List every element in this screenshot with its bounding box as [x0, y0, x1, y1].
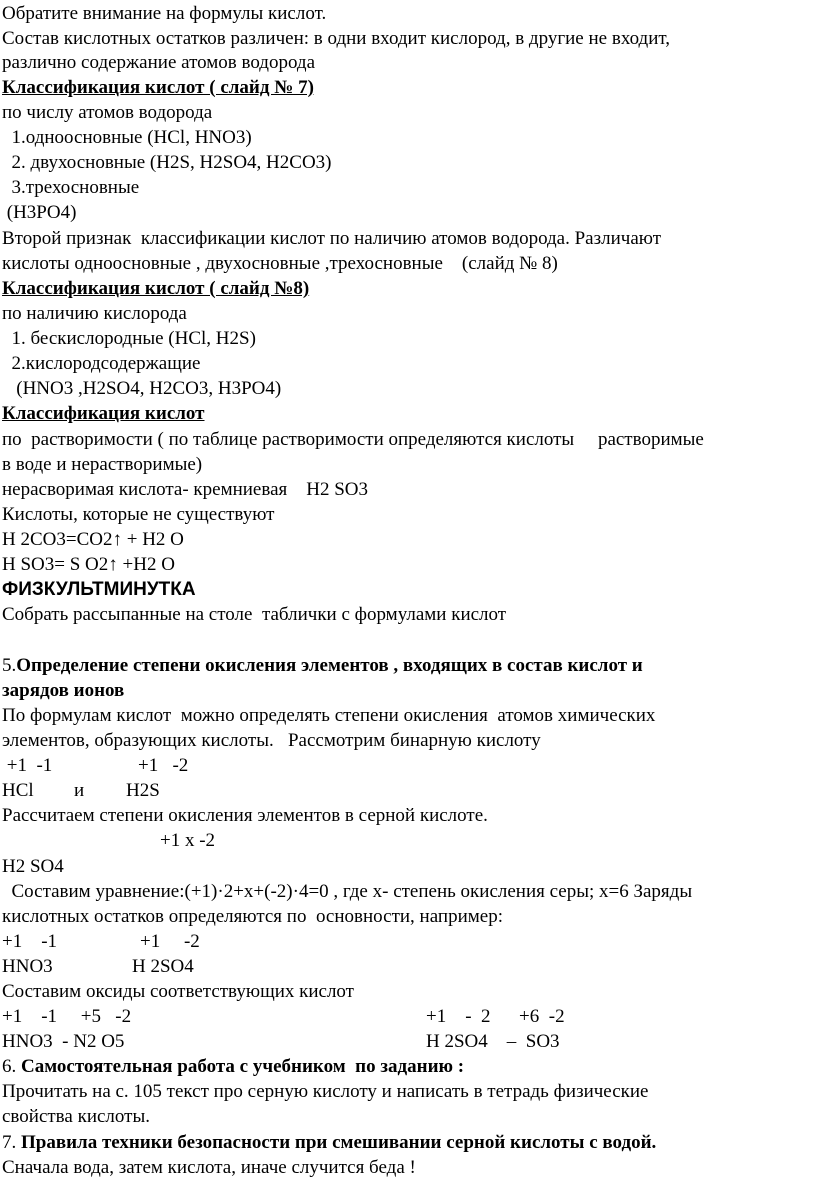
- list-item: 1.одноосновные (HCl, HNO3): [2, 127, 252, 148]
- formula-row: [2, 779, 802, 803]
- text-line: нерасворимая кислота- кремниевая H2 SO3: [2, 479, 369, 500]
- text-line: Собрать рассыпанные на столе таблички с формулами кислот: [2, 604, 507, 625]
- text-line: различно содержание атомов водорода: [2, 52, 316, 73]
- formula: HNO3: [2, 956, 53, 977]
- text-line: Составим уравнение:(+1)·2+x+(-2)·4=0 , где x- степень окисления серы; x=6 Заряды: [2, 881, 693, 902]
- text-line: кислоты одноосновные , двухосновные ,трехосновные (слайд № 8): [2, 253, 558, 274]
- section-6-title: [2, 1055, 464, 1079]
- equation-line: H 2CO3=CO2↑ + H2 O: [2, 529, 184, 550]
- section-heading: Классификация кислот ( слайд № 7): [2, 77, 314, 98]
- section-heading: ФИЗКУЛЬТМИНУТКА: [2, 579, 196, 600]
- section-heading: Классификация кислот ( слайд №8): [2, 278, 310, 299]
- oxidation-states-row: [2, 1005, 802, 1029]
- text-line: Прочитать на с. 105 текст про серную кислоту и написать в тетрадь физические: [2, 1081, 649, 1102]
- section-title: Самостоятельная работа с учебником по заданию :: [21, 1056, 465, 1077]
- list-item: 2. двухосновные (H2S, H2SO4, H2CO3): [2, 152, 332, 173]
- section-number: 5.: [2, 655, 17, 676]
- text-line: в воде и нерастворимые): [2, 454, 203, 475]
- conjunction: и: [74, 780, 85, 801]
- text-line: по числу атомов водорода: [2, 102, 213, 123]
- section-title-continuation: зарядов ионов: [2, 680, 125, 701]
- oxidation-states: +1 -2: [138, 755, 189, 776]
- equation-line: H SO3= S O2↑ +H2 O: [2, 554, 175, 575]
- list-item: 1. бескислородные (HCl, H2S): [2, 328, 256, 349]
- section-7-title: [2, 1131, 656, 1155]
- oxidation-states: +1 -1: [2, 931, 58, 952]
- text-line: Кислоты, которые не существуют: [2, 504, 275, 525]
- section-heading: Классификация кислот: [2, 403, 205, 424]
- oxidation-states: +1 -2: [140, 931, 200, 952]
- formula: HNO3 - N2 O5: [2, 1031, 125, 1052]
- oxidation-states-row: [2, 754, 802, 778]
- section-5-title: [2, 654, 643, 678]
- formula: H 2SO4: [132, 956, 194, 977]
- list-item: 3.трехосновные: [2, 177, 140, 198]
- oxidation-states: +1 - 2 +6 -2: [426, 1006, 565, 1027]
- section-title: Определение степени окисления элементов , входящих в состав кислот и: [16, 655, 643, 676]
- formula-row: [2, 1030, 802, 1054]
- text-line: По формулам кислот можно определять степени окисления атомов химических: [2, 705, 656, 726]
- text-line: элементов, образующих кислоты. Рассмотрим бинарную кислоту: [2, 730, 541, 751]
- formula: HCl: [2, 780, 34, 801]
- text-line: свойства кислоты.: [2, 1106, 150, 1127]
- text-line: Составим оксиды соответствующих кислот: [2, 981, 354, 1002]
- oxidation-states-row: [2, 930, 802, 954]
- oxidation-states: +1 x -2: [160, 830, 216, 851]
- section-number: 7.: [2, 1132, 21, 1153]
- text-line: Второй признак классификации кислот по наличию атомов водорода. Различают: [2, 228, 662, 249]
- formula: H 2SO4 – SO3: [426, 1031, 560, 1052]
- text-line: (HNO3 ,H2SO4, H2CO3, H3PO4): [2, 378, 282, 399]
- text-line: Рассчитаем степени окисления элементов в серной кислоте.: [2, 805, 488, 826]
- oxidation-states: +1 -1: [2, 755, 53, 776]
- section-number: 6.: [2, 1056, 21, 1077]
- text-line: Состав кислотных остатков различен: в одни входит кислород, в другие не входит,: [2, 28, 671, 49]
- text-line: (H3PO4): [2, 202, 77, 223]
- text-line: Обратите внимание на формулы кислот.: [2, 3, 327, 24]
- formula: H2S: [126, 780, 160, 801]
- oxidation-states: +1 -1 +5 -2: [2, 1006, 132, 1027]
- section-title: Правила техники безопасности при смешивании серной кислоты с водой.: [21, 1132, 657, 1153]
- formula-row: [2, 955, 802, 979]
- formula: H2 SO4: [2, 856, 64, 877]
- text-line: по наличию кислорода: [2, 303, 187, 324]
- text-line: по растворимости ( по таблице растворимости определяются кислоты растворимые: [2, 429, 704, 450]
- text-line: кислотных остатков определяются по основности, например:: [2, 906, 503, 927]
- text-line: Сначала вода, затем кислота, иначе случится беда !: [2, 1157, 416, 1178]
- list-item: 2.кислородсодержащие: [2, 353, 201, 374]
